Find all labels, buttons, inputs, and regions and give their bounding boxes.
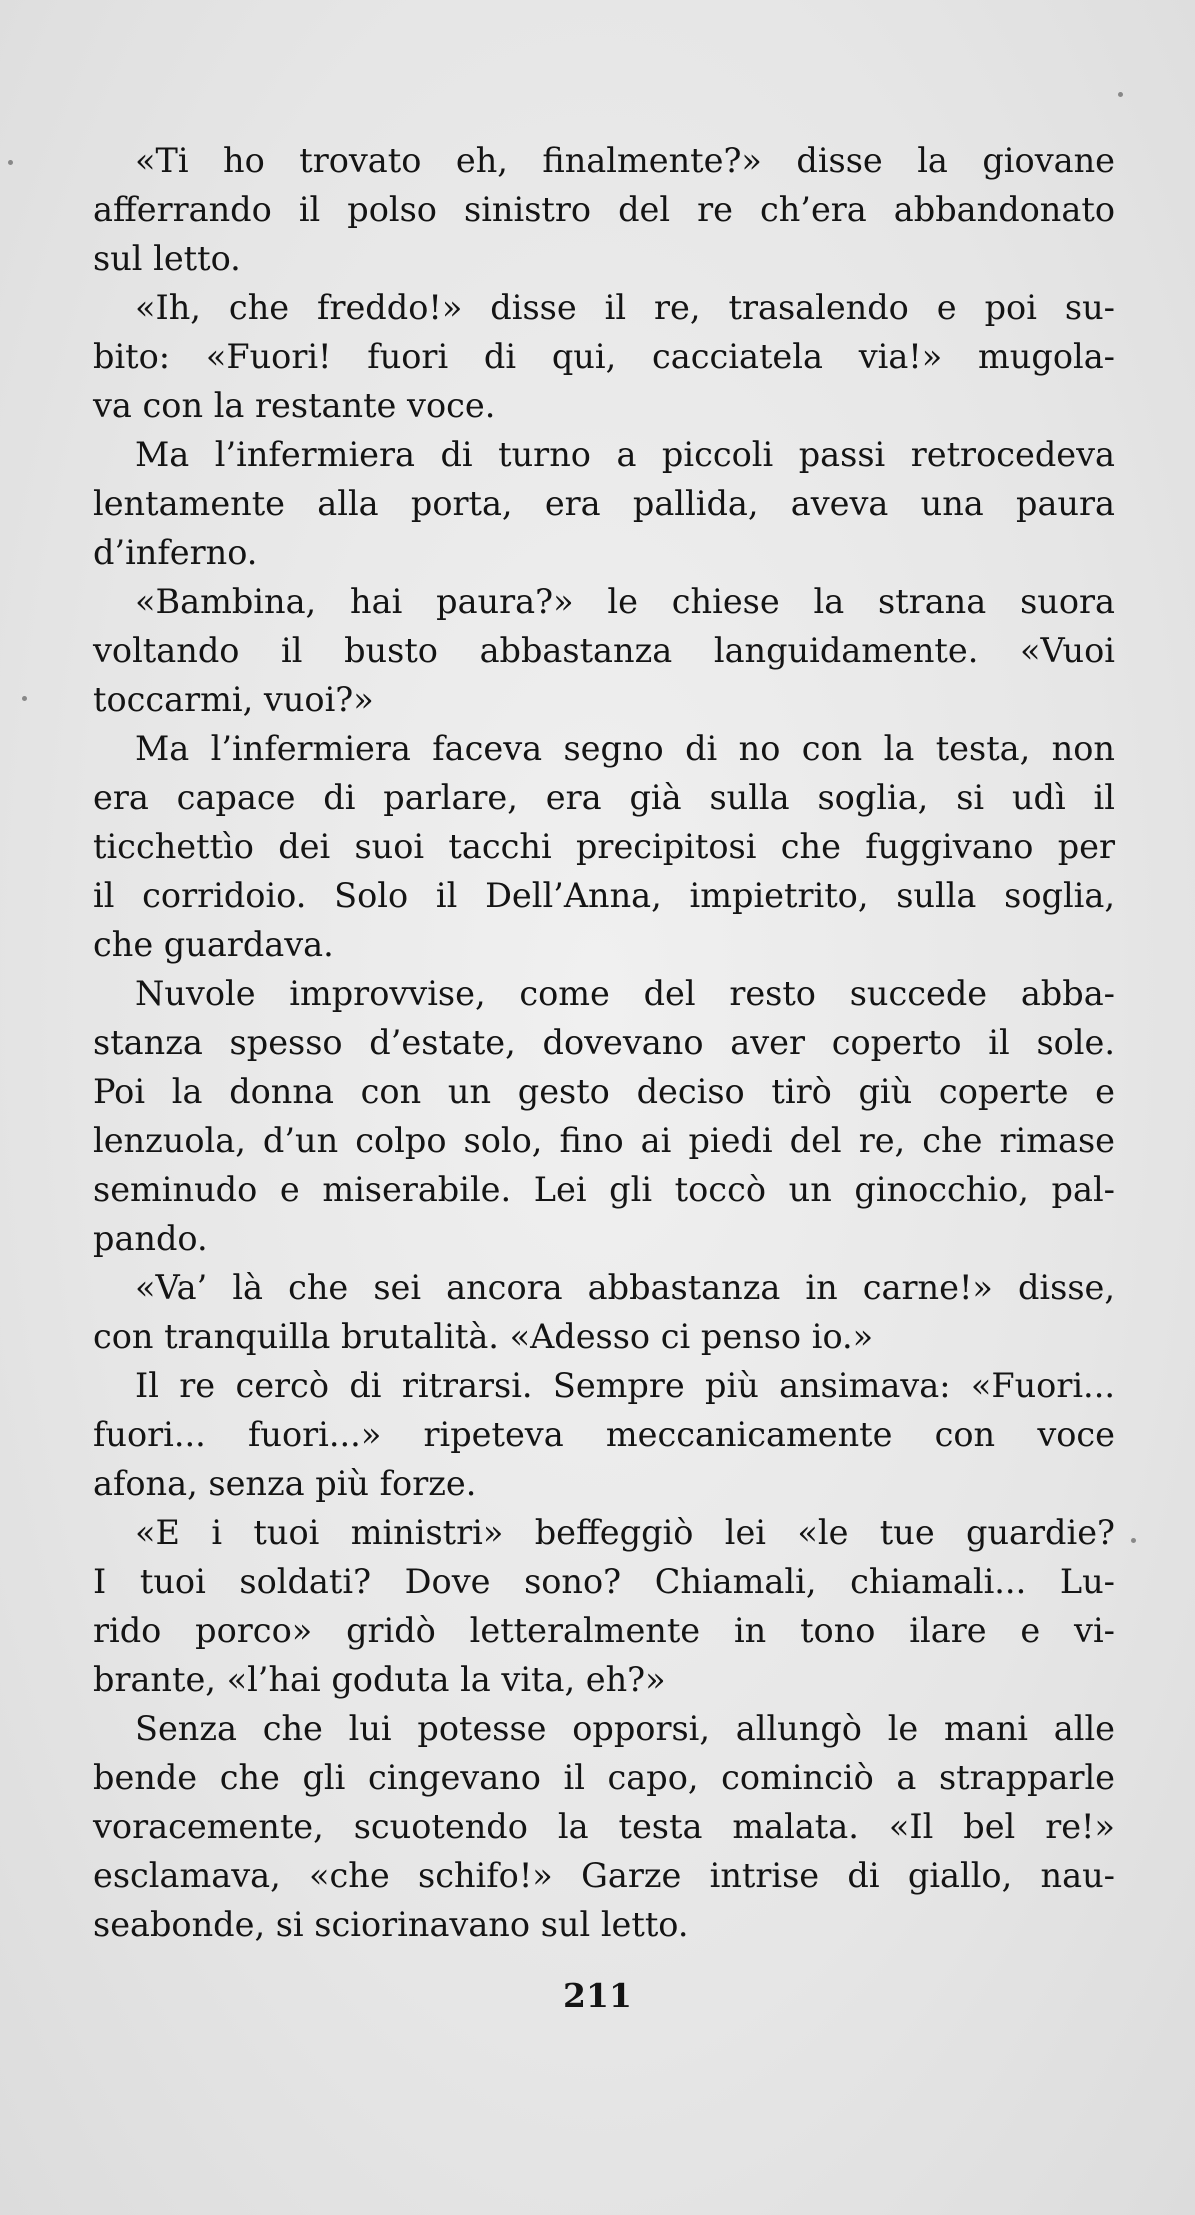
text-line: d’inferno. — [93, 533, 258, 572]
paragraph — [93, 283, 1115, 430]
text-line: «Va’ là che sei ancora abbastanza in carne!» disse, — [135, 1268, 1115, 1307]
paper-speck — [1131, 1538, 1136, 1543]
text-line: lentamente alla porta, era pallida, aveva una paura — [93, 484, 1115, 523]
page-number: 211 — [563, 1976, 632, 2015]
paragraph — [93, 577, 1115, 724]
text-line: ticchettìo dei suoi tacchi precipitosi che fuggivano per — [93, 827, 1115, 866]
text-line: era capace di parlare, era già sulla soglia, si udì il — [93, 778, 1115, 817]
text-line: va con la restante voce. — [93, 386, 496, 425]
paper-speck — [22, 696, 27, 701]
text-line: sul letto. — [93, 239, 241, 278]
text-line: Senza che lui potesse opporsi, allungò le mani alle — [135, 1709, 1115, 1748]
text-line: bende che gli cingevano il capo, cominciò a strapparle — [93, 1758, 1115, 1797]
text-line: seabonde, si sciorinavano sul letto. — [93, 1905, 689, 1944]
text-line: Poi la donna con un gesto deciso tirò giù coperte e — [93, 1072, 1115, 1111]
text-line: afona, senza più forze. — [93, 1464, 477, 1503]
text-line: brante, «l’hai goduta la vita, eh?» — [93, 1660, 666, 1699]
paragraph — [93, 1361, 1115, 1508]
text-line: pando. — [93, 1219, 208, 1258]
paper-speck — [1118, 92, 1123, 97]
text-line: «E i tuoi ministri» beffeggiò lei «le tue guardie? — [135, 1513, 1115, 1552]
text-line: Ma l’infermiera di turno a piccoli passi retrocedeva — [135, 435, 1115, 474]
text-line: Il re cercò di ritrarsi. Sempre più ansimava: «Fuori... — [135, 1366, 1115, 1405]
text-line: rido porco» gridò letteralmente in tono ilare e vi- — [93, 1611, 1115, 1650]
text-line: «Ti ho trovato eh, finalmente?» disse la giovane — [135, 141, 1115, 180]
paragraph — [93, 1508, 1115, 1704]
text-line: voltando il busto abbastanza languidamente. «Vuoi — [93, 631, 1115, 670]
text-line: «Bambina, hai paura?» le chiese la strana suora — [135, 582, 1115, 621]
text-line: il corridoio. Solo il Dell’Anna, impietrito, sulla soglia, — [93, 876, 1115, 915]
text-line: Ma l’infermiera faceva segno di no con la testa, non — [135, 729, 1115, 768]
body-text — [93, 136, 1115, 1949]
text-line: fuori... fuori...» ripeteva meccanicamente con voce — [93, 1415, 1115, 1454]
text-line: I tuoi soldati? Dove sono? Chiamali, chiamali... Lu- — [93, 1562, 1115, 1601]
paragraph — [93, 724, 1115, 969]
text-line: seminudo e miserabile. Lei gli toccò un ginocchio, pal- — [93, 1170, 1115, 1209]
paragraph — [93, 1263, 1115, 1361]
text-line: bito: «Fuori! fuori di qui, cacciatela via!» mugola- — [93, 337, 1115, 376]
text-line: Nuvole improvvise, come del resto succede abba- — [135, 974, 1115, 1013]
text-line: toccarmi, vuoi?» — [93, 680, 374, 719]
text-line: stanza spesso d’estate, dovevano aver coperto il sole. — [93, 1023, 1115, 1062]
text-line: afferrando il polso sinistro del re ch’era abbandonato — [93, 190, 1115, 229]
text-line: con tranquilla brutalità. «Adesso ci penso io.» — [93, 1317, 874, 1356]
text-line: voracemente, scuotendo la testa malata. «Il bel re!» — [93, 1807, 1115, 1846]
paragraph — [93, 136, 1115, 283]
text-line: che guardava. — [93, 925, 334, 964]
text-line: esclamava, «che schifo!» Garze intrise di giallo, nau- — [93, 1856, 1115, 1895]
paragraph — [93, 969, 1115, 1263]
paragraph — [93, 1704, 1115, 1949]
text-line: lenzuola, d’un colpo solo, fino ai piedi del re, che rimase — [93, 1121, 1115, 1160]
text-line: «Ih, che freddo!» disse il re, trasalendo e poi su- — [135, 288, 1115, 327]
paper-speck — [8, 160, 13, 165]
paragraph — [93, 430, 1115, 577]
